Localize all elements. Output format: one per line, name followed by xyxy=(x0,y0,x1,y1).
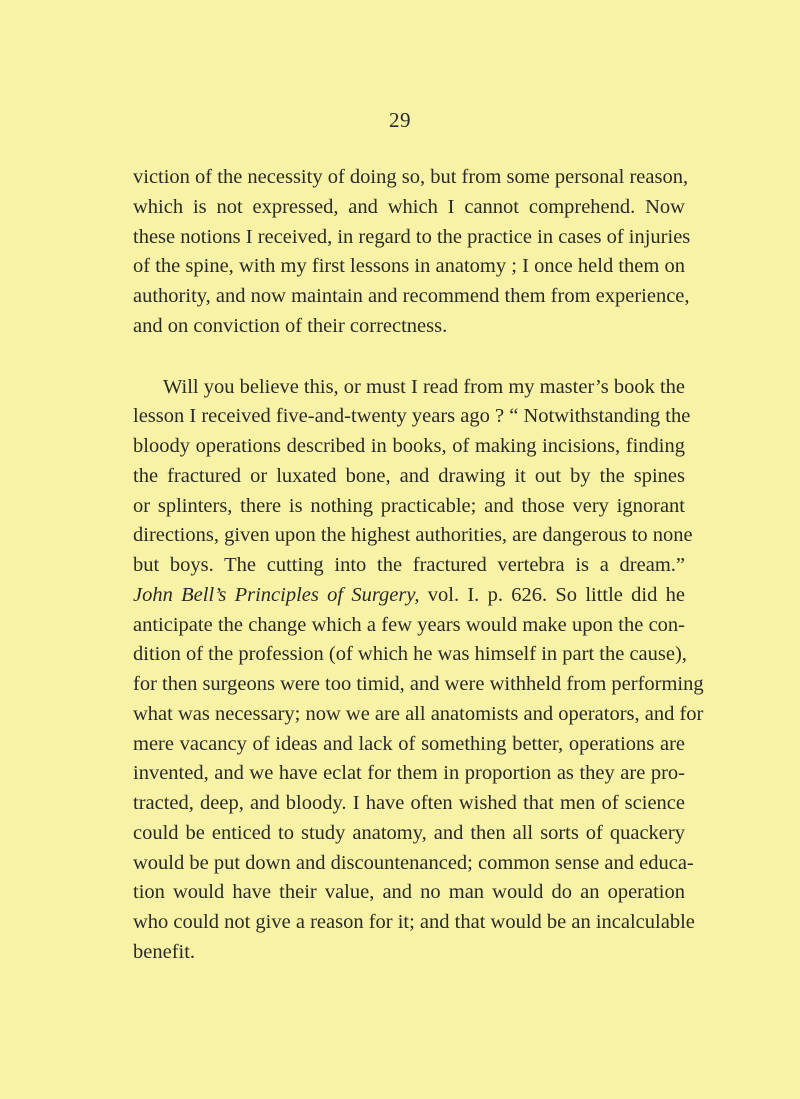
text-line: authority, and now maintain and recommend them from experience, xyxy=(133,285,690,307)
text-line: could be enticed to study anatomy, and then all sorts of quackery xyxy=(133,821,685,844)
text-line: what was necessary; now we are all anatomists and operators, and for xyxy=(133,702,704,725)
text-line: tracted, deep, and bloody. I have often wished that men of science xyxy=(133,792,685,814)
text-line: invented, and we have eclat for them in proportion as they are pro- xyxy=(133,762,685,785)
text-line: which is not expressed, and which I cannot comprehend. Now xyxy=(133,195,685,218)
text-line: lesson I received five-and-twenty years ago ? “ Notwithstanding the xyxy=(133,405,691,428)
text-line: dition of the profession (of which he was himself in part the cause), xyxy=(133,643,687,666)
text-line: viction of the necessity of doing so, but from some personal reason, xyxy=(133,166,689,188)
citation-line xyxy=(133,581,685,611)
text-line: or splinters, there is nothing practicable; and those very ignorant xyxy=(133,494,685,517)
text-line: Will you believe this, or must I read from my master’s book the xyxy=(163,375,686,398)
text-line: who could not give a reason for it; and that would be an incalculable xyxy=(133,911,695,933)
text-line: directions, given upon the highest authorities, are dangerous to none xyxy=(133,524,693,547)
text-line: benefit. xyxy=(133,940,196,963)
body-text xyxy=(133,163,704,968)
paragraph xyxy=(133,373,704,968)
citation-rest: vol. I. p. 626. So little did he xyxy=(419,583,685,606)
text-line: tion would have their value, and no man would do an operation xyxy=(133,881,685,904)
text-line: would be put down and discountenanced; common sense and educa- xyxy=(133,851,694,874)
page-number: 29 xyxy=(389,108,411,132)
text-line: for then surgeons were too timid, and were withheld from performing xyxy=(133,673,704,695)
text-line: of the spine, with my first lessons in anatomy ; I once held them on xyxy=(133,255,685,278)
text-line: mere vacancy of ideas and lack of something better, operations are xyxy=(133,732,685,755)
paragraph xyxy=(133,163,691,342)
paragraph-gap xyxy=(133,342,685,373)
text-line: these notions I received, in regard to the practice in cases of injuries xyxy=(133,225,691,248)
text-line: bloody operations described in books, of making incisions, finding xyxy=(133,435,685,457)
text-line: the fractured or luxated bone, and drawing it out by the spines xyxy=(133,464,685,487)
text-line: but boys. The cutting into the fractured vertebra is a dream.” xyxy=(133,554,685,576)
text-line: and on conviction of their correctness. xyxy=(133,314,448,337)
text-line: anticipate the change which a few years would make upon the con- xyxy=(133,613,685,636)
citation-title: John Bell’s Principles of Surgery, xyxy=(133,583,420,606)
